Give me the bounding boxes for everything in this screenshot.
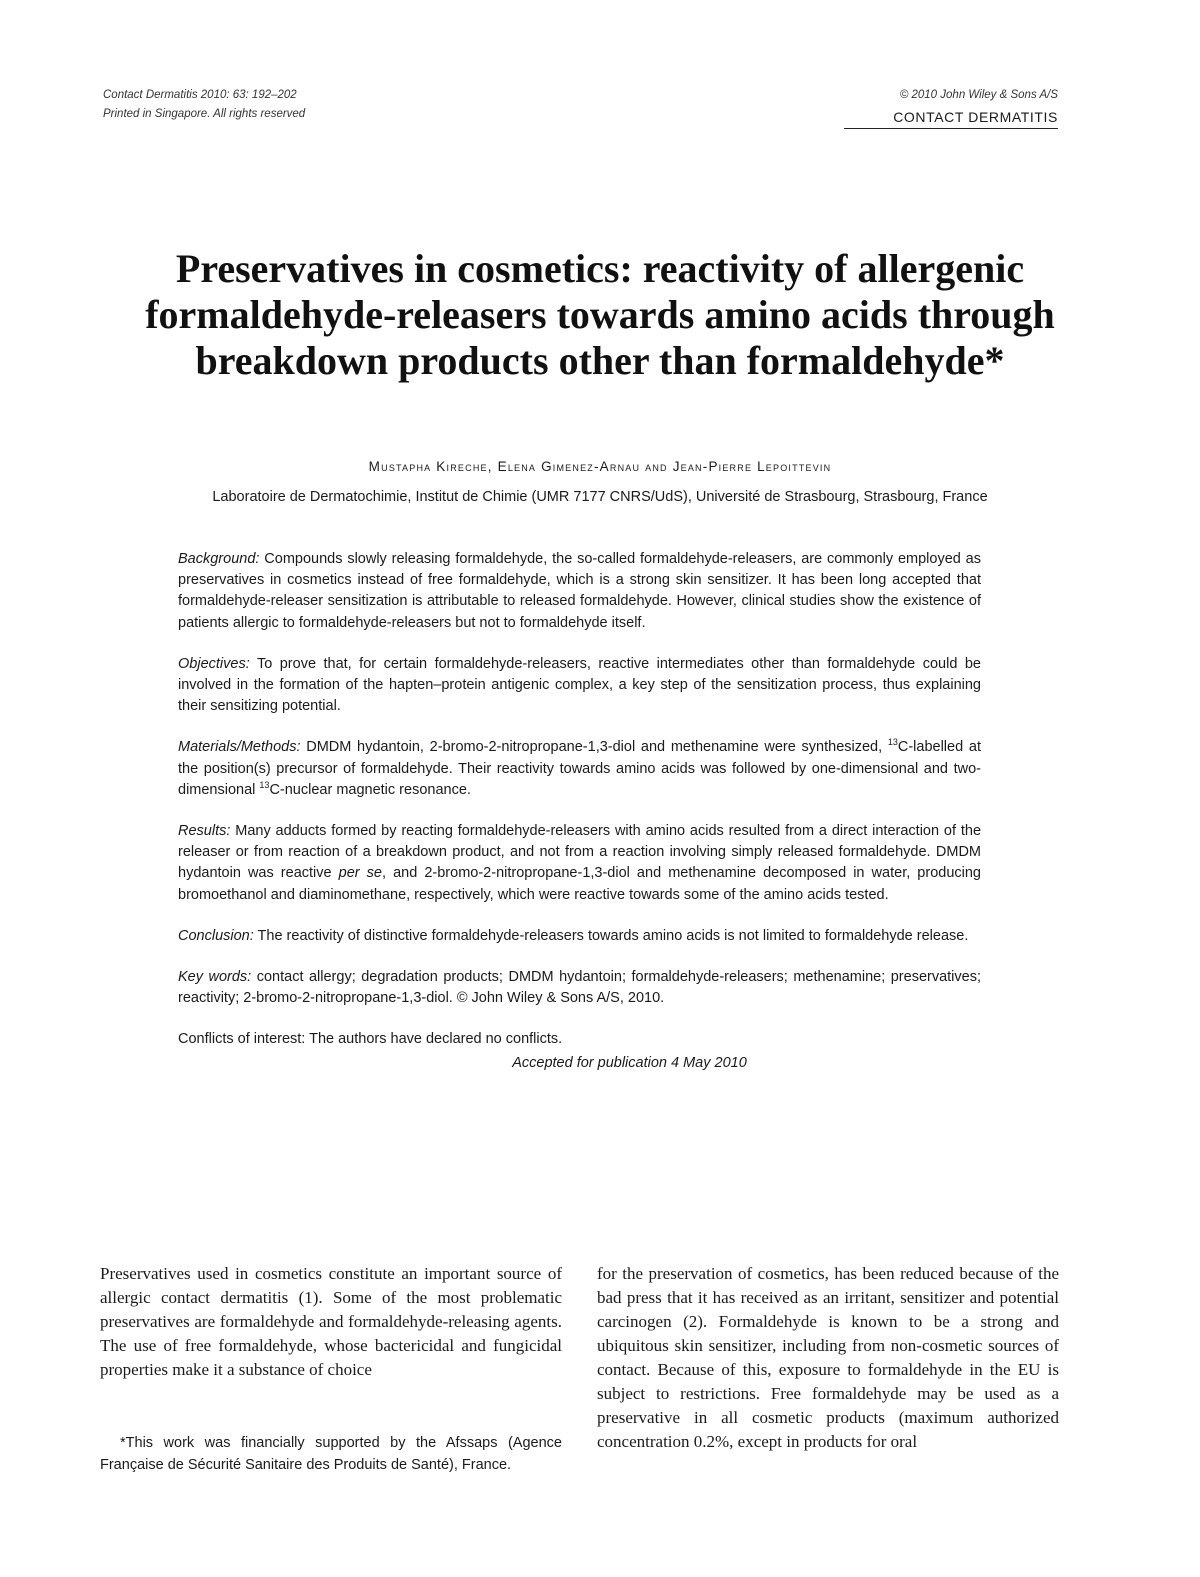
background-text: Compounds slowly releasing formaldehyde, the so-called formaldehyde-releasers, are commonly employed as preservatives in cosmetics instead of free formaldehyde, which is a strong skin sensitizer. It has been long accepted that formaldehyde-releaser sensitization is attributable to released formaldehyde. However, clinical studies show the existence of patients allergic to formaldehyde-releasers but not to formaldehyde itself. bbox=[178, 551, 981, 631]
conclusion-label: Conclusion: bbox=[178, 927, 254, 944]
background-label: Background: bbox=[178, 551, 260, 567]
conflicts-statement: Conflicts of interest: The authors have declared no conflicts. bbox=[178, 1031, 563, 1048]
body-column-right bbox=[597, 1262, 1059, 1454]
intro-paragraph-right: for the preservation of cosmetics, has been reduced because of the bad press that it has received as an irritant, sensitizer and potential carcinogen (2). Formaldehyde is known to be a strong and ubiquitous skin sensitizer, including from non-cosmetic sources of contact. Because of this, exposure to formaldehyde in the EU is subject to restrictions. Free formaldehyde may be used as a preservative in all cosmetic products (maximum authorized concentration 0.2%, except in products for oral bbox=[597, 1264, 1059, 1451]
citation-line-1: Contact Dermatitis 2010: 63: 192–202 bbox=[103, 89, 297, 101]
copyright-line: © 2010 John Wiley & Sons A/S bbox=[899, 89, 1058, 101]
journal-header bbox=[844, 86, 1058, 129]
abstract-background bbox=[178, 549, 981, 634]
keywords-label: Key words: bbox=[178, 969, 252, 986]
intro-paragraph-left: Preservatives used in cosmetics constitute an important source of allergic contact dermatitis (1). Some of the most problematic preservatives are formaldehyde and formaldehyde-releasing agents. The use of free formaldehyde, whose bactericidal and fungicidal properties make it a substance of choice bbox=[100, 1264, 562, 1379]
methods-superscript-1: 13 bbox=[887, 737, 898, 748]
methods-text-3: C-nuclear magnetic resonance. bbox=[269, 781, 471, 798]
abstract-conclusion bbox=[178, 926, 981, 947]
methods-text-2: C-labelled at the position(s) precursor of formaldehyde. Their reactivity towards amino acids was followed by one-dimensional and two-dimensional bbox=[178, 739, 981, 798]
abstract-methods bbox=[178, 737, 981, 801]
abstract-objectives bbox=[178, 654, 981, 718]
author-list: Mustapha Kireche, Elena Gimenez-Arnau and Jean-Pierre Lepoittevin bbox=[368, 459, 832, 474]
conclusion-text: The reactivity of distinctive formaldehyde-releasers towards amino acids is not limited to formaldehyde release. bbox=[257, 927, 969, 944]
methods-superscript-2: 13 bbox=[259, 780, 270, 790]
methods-label: Materials/Methods: bbox=[178, 739, 301, 756]
objectives-text: To prove that, for certain formaldehyde-releasers, reactive intermediates other than formaldehyde could be involved in the formation of the hapten–protein antigenic complex, a key step of the sensitization process, thus explaining their sensitizing potential. bbox=[178, 655, 981, 715]
methods-text-1: DMDM hydantoin, 2-bromo-2-nitropropane-1,3-diol and methenamine were synthesized, bbox=[306, 739, 883, 756]
objectives-label: Objectives: bbox=[178, 655, 250, 672]
results-text-1: Many adducts formed by reacting formaldehyde-releasers with amino acids resulted from a direct interaction of the releaser or from reaction of a breakdown product, and not from a reaction involving simply released formaldehyde. DMDM hydantoin was reactive bbox=[178, 823, 982, 882]
results-text-2: , and 2-bromo-2-nitropropane-1,3-diol and methenamine decomposed in water, producing bromoethanol and diaminomethane, respectively, which were reactive towards some of the amino acids tested. bbox=[178, 865, 981, 903]
journal-name: CONTACT DERMATITIS bbox=[844, 109, 1058, 129]
results-label: Results: bbox=[178, 823, 231, 840]
abstract-results bbox=[178, 821, 981, 906]
affiliation: Laboratoire de Dermatochimie, Institut de Chimie (UMR 7177 CNRS/UdS), Université de Strasbourg, Strasbourg, France bbox=[212, 489, 988, 505]
citation-line-2: Printed in Singapore. All rights reserved bbox=[103, 108, 306, 120]
abstract bbox=[178, 549, 981, 1074]
abstract-keywords bbox=[178, 967, 981, 1009]
results-italic: per se bbox=[338, 865, 382, 882]
footnote-text: *This work was financially supported by the Afssaps (Agence Française de Sécurité Sanitaire des Produits de Santé), France. bbox=[100, 1435, 562, 1473]
keywords-text: contact allergy; degradation products; DMDM hydantoin; formaldehyde-releasers; methenamine; preservatives; reactivity; 2-bromo-2-nitropropane-1,3-diol. © John Wiley & Sons A/S, 2010. bbox=[178, 969, 981, 1007]
body-column-left bbox=[100, 1262, 562, 1382]
accepted-date: Accepted for publication 4 May 2010 bbox=[512, 1054, 747, 1071]
paper-title: Preservatives in cosmetics: reactivity of allergenic formaldehyde-releasers towards amino acids through breakdown products other than formaldehyde* bbox=[145, 246, 1055, 383]
citation-header bbox=[103, 86, 305, 124]
funding-footnote bbox=[100, 1433, 562, 1476]
